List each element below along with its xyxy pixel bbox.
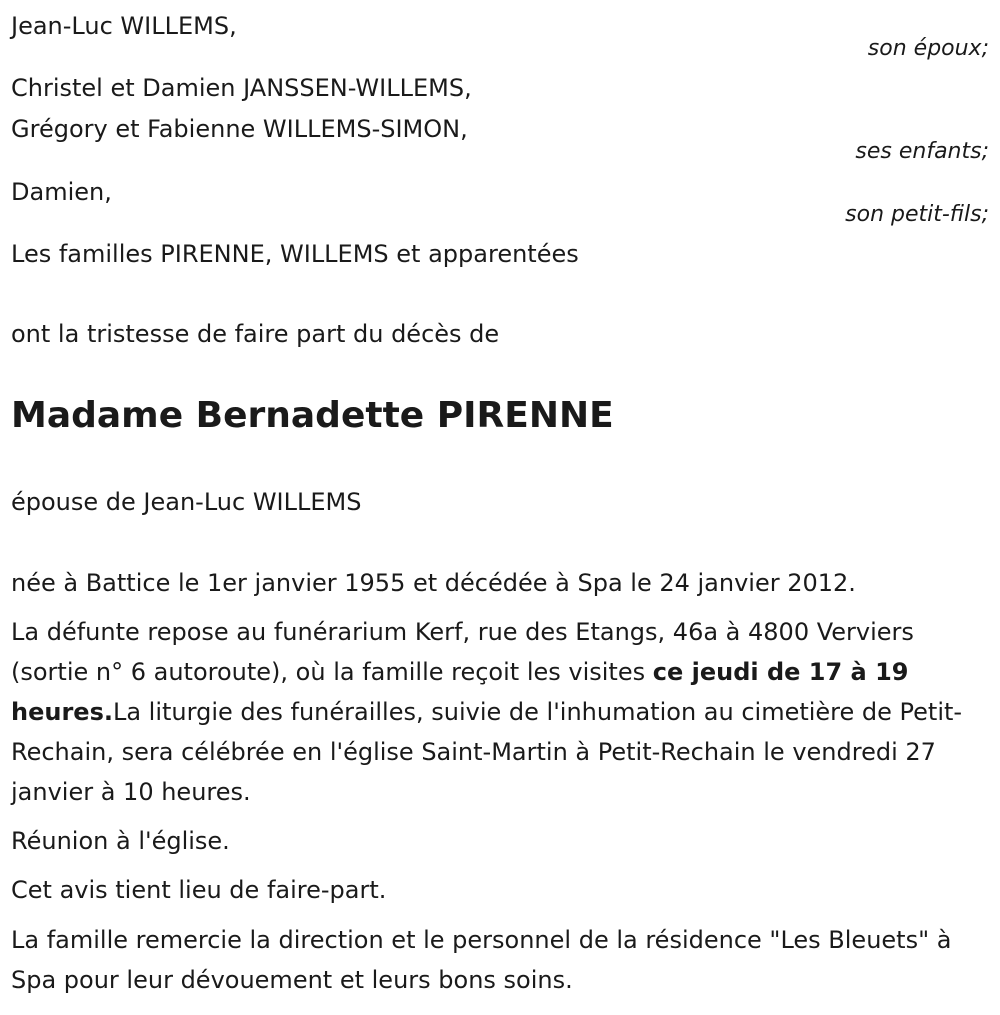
grandson-role: son petit-fils; (845, 202, 989, 227)
funeral-details-paragraph (11, 612, 986, 812)
child-2-name: Grégory et Fabienne WILLEMS-SIMON, (11, 115, 468, 143)
announcement-line: ont la tristesse de faire part du décès de (11, 320, 500, 348)
notice-line: Cet avis tient lieu de faire-part. (11, 876, 387, 904)
meeting-line: Réunion à l'église. (11, 827, 230, 855)
families-line: Les familles PIRENNE, WILLEMS et apparentées (11, 240, 579, 268)
spouse-role: son époux; (867, 36, 989, 61)
deceased-name: Madame Bernadette PIRENNE (11, 395, 614, 436)
thanks-paragraph: La famille remercie la direction et le personnel de la résidence "Les Bleuets" à Spa pour leur dévouement et leurs bons soins. (11, 926, 952, 994)
visit-time: ce jeudi de 17 à 19 heures. (11, 658, 909, 726)
grandson-name: Damien, (11, 178, 112, 206)
spouse-name: Jean-Luc WILLEMS, (11, 12, 237, 40)
child-1-name: Christel et Damien JANSSEN-WILLEMS, (11, 74, 472, 102)
repose-text: La défunte repose au funérarium Kerf, rue des Etangs, 46a à 4800 Verviers (sortie n° 6 autoroute), où la famille reçoit les visites (11, 618, 914, 686)
children-role: ses enfants; (855, 139, 989, 164)
funeral-text: La liturgie des funérailles, suivie de l'inhumation au cimetière de Petit-Rechain, sera célébrée en l'église Saint-Martin à Petit-Rechain le vendredi 27 janvier à 10 heures. (11, 698, 963, 806)
spouse-of-line: épouse de Jean-Luc WILLEMS (11, 488, 362, 516)
birth-death-line: née à Battice le 1er janvier 1955 et décédée à Spa le 24 janvier 2012. (11, 569, 856, 597)
